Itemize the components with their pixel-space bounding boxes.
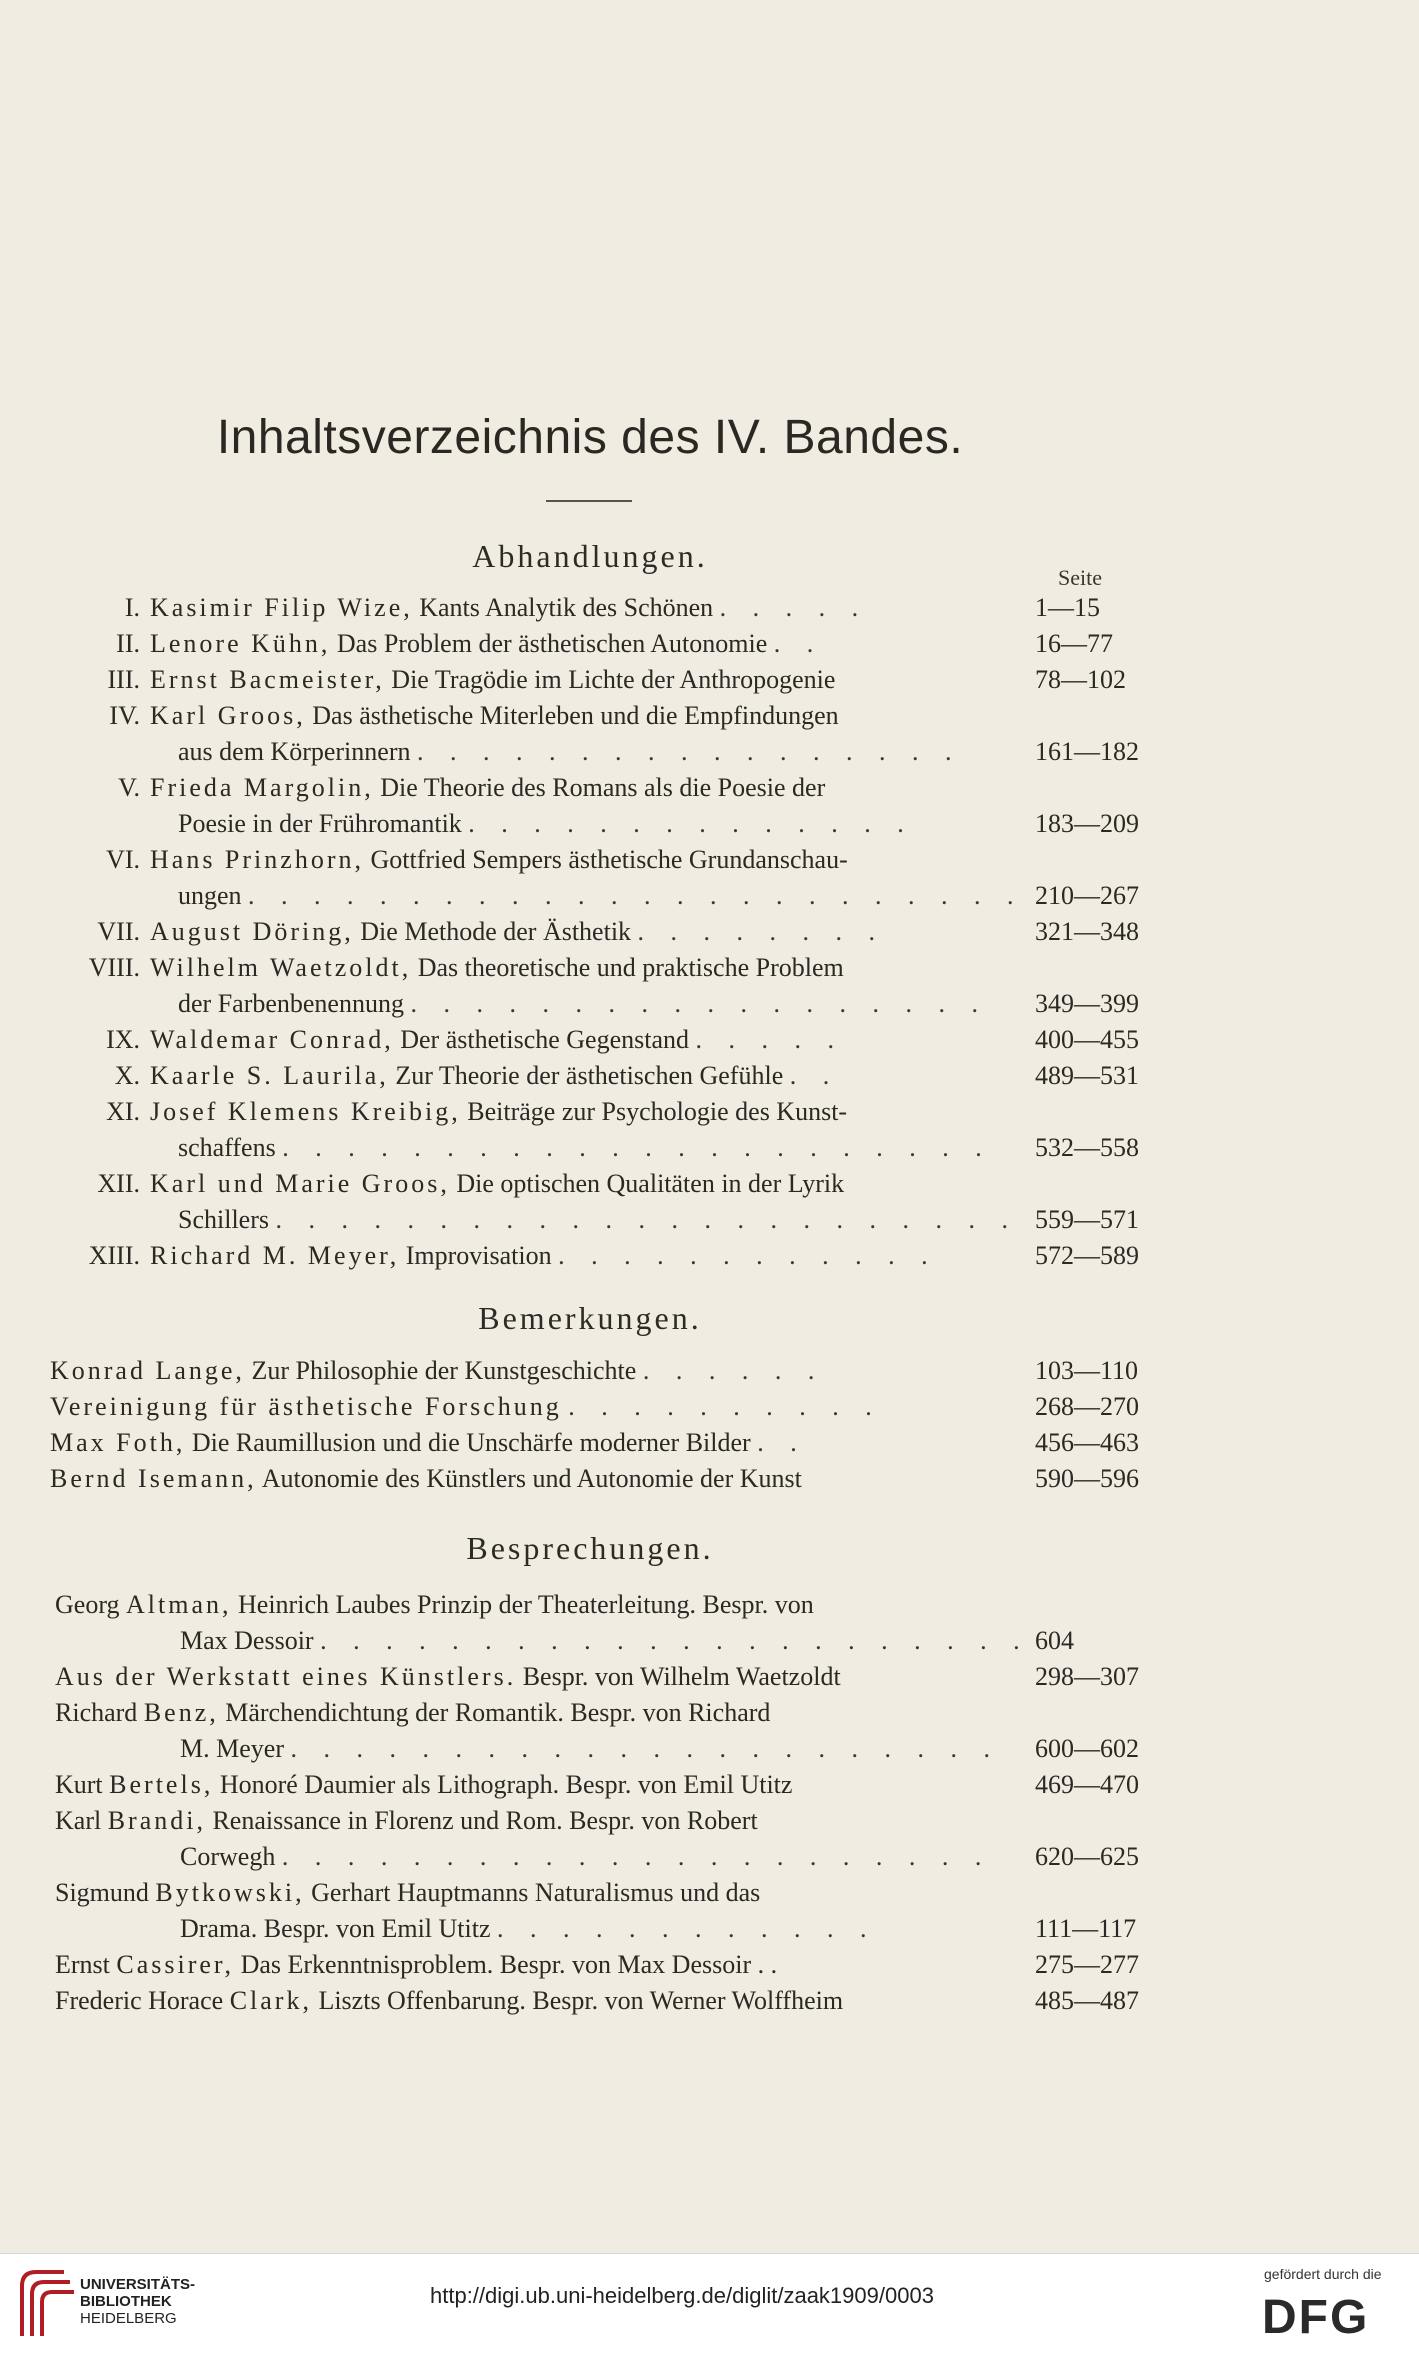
- entry-first-line: [150, 626, 823, 662]
- entry-title: Das theoretische und praktische Problem: [417, 953, 844, 982]
- entry-pages: 16—77: [1035, 629, 1113, 658]
- toc-entry: [0, 662, 1180, 698]
- review-title-cont: Drama. Bespr. von Emil Utitz: [180, 1914, 491, 1943]
- review-first-name: Kurt: [55, 1770, 103, 1799]
- entry-pages: 559—571: [1035, 1205, 1139, 1234]
- entry-author: Richard M. Meyer,: [150, 1241, 400, 1270]
- toc-entry: [0, 590, 1180, 626]
- review-author: Aus der Werkstatt eines Künstlers.: [55, 1662, 517, 1691]
- review-author: Bytkowski,: [155, 1878, 305, 1907]
- entry-title: Die Theorie des Romans als die Poesie der: [380, 773, 826, 802]
- section-heading-besprechungen: Besprechungen.: [466, 1530, 714, 1566]
- entry-continuation: [178, 806, 914, 842]
- review-author: Benz,: [143, 1698, 219, 1727]
- university-logo-icon: [14, 2266, 76, 2338]
- entry-pages: 1—15: [1035, 593, 1100, 622]
- review-line: [55, 1659, 841, 1695]
- leader-dots: . . . . .: [719, 593, 869, 622]
- entry-number: X.: [114, 1061, 140, 1090]
- entry-author: Karl und Marie Groos,: [150, 1169, 450, 1198]
- entry-author: Waldemar Conrad,: [150, 1025, 394, 1054]
- entry-first-line: [150, 950, 844, 986]
- toc-entry: [0, 950, 1180, 1018]
- section-heading-abhandlungen: Abhandlungen.: [472, 538, 708, 574]
- entry-first-line: [150, 914, 885, 950]
- entry-number: VII.: [97, 917, 140, 946]
- review-first-name: Karl: [55, 1806, 102, 1835]
- entry-title: Das Problem der ästhetischen Autonomie: [336, 629, 768, 658]
- uni-line-1: UNIVERSITÄTS-: [80, 2276, 196, 2293]
- toc-entry: [0, 1058, 1180, 1094]
- leader-dots: . . . . . . . . . . . . . . . . . . . . . .: [282, 1133, 992, 1162]
- entry-title-cont: ungen: [178, 881, 242, 910]
- entry-author: August Döring,: [150, 917, 354, 946]
- entry-author: Karl Groos,: [150, 701, 306, 730]
- entry-title: Beiträge zur Psychologie des Kunst-: [467, 1097, 848, 1126]
- review-author: Altman,: [126, 1590, 232, 1619]
- remark-title: Zur Philosophie der Kunstgeschichte: [251, 1356, 637, 1385]
- review-title-cont: Max Dessoir: [180, 1626, 314, 1655]
- entry-title-cont: schaffens: [178, 1133, 276, 1162]
- university-library-name: [80, 2276, 195, 2327]
- review-first-name: Georg: [55, 1590, 120, 1619]
- remark-entry: [0, 1425, 1180, 1461]
- remark-author: Vereinigung für ästhetische Forschung: [50, 1392, 562, 1421]
- review-pages: 111—117: [1035, 1914, 1137, 1943]
- leader-dots: . . . . . . . . . . . . . . . . . . . . . .: [320, 1626, 1030, 1655]
- review-pages: 485—487: [1035, 1986, 1139, 2015]
- toc-entry: [0, 626, 1180, 662]
- entry-number: V.: [118, 773, 140, 802]
- entry-pages: 489—531: [1035, 1061, 1139, 1090]
- entry-first-line: [150, 770, 825, 806]
- entry-title: Die Methode der Ästhetik: [360, 917, 632, 946]
- leader-dots: . . . . . . . . . . . . . . . . . . . . . . . .: [248, 881, 1024, 910]
- section-heading-bemerkungen: Bemerkungen.: [478, 1300, 702, 1336]
- review-continuation: [180, 1839, 991, 1875]
- entry-number: IV.: [109, 701, 140, 730]
- toc-entry: [0, 698, 1180, 766]
- entry-number: XIII.: [88, 1241, 140, 1270]
- leader-dots: . . . . . .: [642, 1356, 825, 1385]
- review-entry: [0, 1767, 1180, 1803]
- leader-dots: . .: [789, 1061, 840, 1090]
- leader-dots: . . . . . . . . . . . . . . . . . .: [410, 989, 988, 1018]
- entry-continuation: [178, 1202, 1018, 1238]
- leader-dots: . . . . . . . . . . . . . . . . . . . . . .: [290, 1734, 1000, 1763]
- review-title: Gerhart Hauptmanns Naturalismus und das: [311, 1878, 761, 1907]
- uni-line-2: BIBLIOTHEK: [80, 2293, 172, 2310]
- review-line: [55, 1695, 770, 1731]
- remark-title: Die Raumillusion und die Unschärfe moderner Bilder: [191, 1428, 751, 1457]
- toc-entry: [0, 1166, 1180, 1234]
- remark-pages: 103—110: [1035, 1356, 1139, 1385]
- entry-first-line: [150, 1058, 839, 1094]
- review-entry: [0, 1983, 1180, 2019]
- entry-first-line: [150, 1238, 938, 1274]
- entry-number: IX.: [106, 1025, 140, 1054]
- entry-author: Kasimir Filip Wize,: [150, 593, 413, 622]
- entry-pages: 183—209: [1035, 809, 1139, 838]
- review-title: Renaissance in Florenz und Rom. Bespr. von Robert: [212, 1806, 758, 1835]
- review-line: [55, 1803, 758, 1839]
- remark-entry: [0, 1353, 1180, 1389]
- toc-entry: [0, 842, 1180, 910]
- review-line: [55, 1587, 814, 1623]
- entry-title: Die Tragödie im Lichte der Anthropogenie: [391, 665, 836, 694]
- review-author: Cassirer,: [116, 1950, 235, 1979]
- review-entry: [0, 1695, 1180, 1763]
- review-continuation: [180, 1731, 1000, 1767]
- toc-entry: [0, 1022, 1180, 1058]
- review-title: Märchendichtung der Romantik. Bespr. von Richard: [225, 1698, 771, 1727]
- review-author: Bertels,: [109, 1770, 214, 1799]
- entry-first-line: [150, 698, 839, 734]
- leader-dots: . . . . . . . . . . . .: [558, 1241, 938, 1270]
- leader-dots: . . . . . . . . . . . . . . . . . . . . . . .: [275, 1205, 1018, 1234]
- review-title: Bespr. von Wilhelm Waetzoldt: [522, 1662, 841, 1691]
- leader-dots: . . . . . . . .: [637, 917, 886, 946]
- review-pages: 298—307: [1035, 1662, 1139, 1691]
- entry-pages: 210—267: [1035, 881, 1139, 910]
- entry-author: Hans Prinzhorn,: [150, 845, 364, 874]
- entry-number: XII.: [97, 1169, 140, 1198]
- remark-author: Bernd Isemann,: [50, 1464, 257, 1493]
- entry-title: Kants Analytik des Schönen: [419, 593, 714, 622]
- review-entry: [0, 1587, 1180, 1655]
- toc-entry: [0, 770, 1180, 838]
- remark-author: Konrad Lange,: [50, 1356, 245, 1385]
- review-author: Brandi,: [107, 1806, 206, 1835]
- review-pages: 620—625: [1035, 1842, 1139, 1871]
- review-first-name: Ernst: [55, 1950, 110, 1979]
- seite-label: Seite: [1058, 565, 1102, 590]
- review-line: [55, 1767, 792, 1803]
- review-entry: [0, 1875, 1180, 1943]
- review-line: [55, 1983, 843, 2019]
- toc-entry: [0, 1094, 1180, 1162]
- remark-line: [50, 1353, 824, 1389]
- review-first-name: Sigmund: [55, 1878, 149, 1907]
- remark-title: Autonomie des Künstlers und Autonomie der Kunst: [261, 1464, 802, 1493]
- remark-line: [50, 1389, 882, 1425]
- remark-pages: 590—596: [1035, 1464, 1139, 1493]
- entry-first-line: [150, 1022, 844, 1058]
- entry-title: Das ästhetische Miterleben und die Empfindungen: [312, 701, 839, 730]
- entry-continuation: [178, 734, 961, 770]
- review-continuation: [180, 1623, 1030, 1659]
- entry-continuation: [178, 1130, 992, 1166]
- review-title: Liszts Offenbarung. Bespr. von Werner Wolffheim: [318, 1986, 844, 2015]
- entry-title: Improvisation: [405, 1241, 552, 1270]
- review-author: Clark,: [229, 1986, 312, 2015]
- entry-number: XI.: [106, 1097, 140, 1126]
- review-title-cont: Corwegh: [180, 1842, 276, 1871]
- entry-pages: 572—589: [1035, 1241, 1139, 1270]
- dfg-logo: DFG: [1262, 2291, 1370, 2344]
- remark-pages: 268—270: [1035, 1392, 1139, 1421]
- leader-dots: . . . . . . . . . .: [568, 1392, 882, 1421]
- source-url-link[interactable]: http://digi.ub.uni-heidelberg.de/diglit/zaak1909/0003: [430, 2283, 934, 2308]
- entry-continuation: [178, 878, 1024, 914]
- review-pages: 604: [1035, 1626, 1074, 1655]
- toc-entry: [0, 1238, 1180, 1274]
- entry-number: VI.: [106, 845, 140, 874]
- leader-dots: . . . . . . . . . . . . . . . . . . . . . .: [281, 1842, 992, 1871]
- leader-dots: . . . . . . . . . . . .: [497, 1914, 877, 1943]
- entry-number: I.: [124, 593, 140, 622]
- entry-pages: 349—399: [1035, 989, 1139, 1018]
- entry-author: Ernst Bacmeister,: [150, 665, 385, 694]
- remark-entry: [0, 1389, 1180, 1425]
- entry-first-line: [150, 590, 868, 626]
- entry-first-line: [150, 1166, 844, 1202]
- remark-entry: [0, 1461, 1180, 1497]
- entry-continuation: [178, 986, 988, 1022]
- review-first-name: Richard: [55, 1698, 138, 1727]
- remark-line: [50, 1425, 807, 1461]
- dfg-funding-note: gefördert durch die: [1264, 2266, 1382, 2282]
- entry-pages: 400—455: [1035, 1025, 1139, 1054]
- entry-title-cont: Schillers: [178, 1205, 269, 1234]
- entry-number: VIII.: [88, 953, 140, 982]
- leader-dots: . .: [757, 1428, 807, 1457]
- entry-pages: 532—558: [1035, 1133, 1139, 1162]
- review-pages: 469—470: [1035, 1770, 1139, 1799]
- entry-first-line: [150, 662, 835, 698]
- entry-author: Lenore Kühn,: [150, 629, 331, 658]
- review-title-cont: M. Meyer: [180, 1734, 284, 1763]
- review-continuation: [180, 1911, 877, 1947]
- review-first-name: Frederic Horace: [55, 1986, 224, 2015]
- leader-dots: . . . . .: [695, 1025, 845, 1054]
- entry-first-line: [150, 1094, 847, 1130]
- leader-dots: . .: [773, 629, 824, 658]
- toc-entry: [0, 914, 1180, 950]
- leader-dots: . . . . . . . . . . . . . . . . .: [416, 737, 962, 766]
- review-pages: 600—602: [1035, 1734, 1139, 1763]
- entry-title-cont: Poesie in der Frühromantik: [178, 809, 462, 838]
- entry-title-cont: der Farbenbenennung: [178, 989, 404, 1018]
- review-title: Honoré Daumier als Lithograph. Bespr. von Emil Utitz: [219, 1770, 793, 1799]
- remark-pages: 456—463: [1035, 1428, 1139, 1457]
- review-entry: [0, 1947, 1180, 1983]
- entry-author: Kaarle S. Laurila,: [150, 1061, 389, 1090]
- review-entry: [0, 1803, 1180, 1871]
- entry-pages: 321—348: [1035, 917, 1139, 946]
- review-pages: 275—277: [1035, 1950, 1139, 1979]
- leader-dots: . . . . . . . . . . . . . .: [468, 809, 914, 838]
- remark-author: Max Foth,: [50, 1428, 186, 1457]
- entry-author: Frieda Margolin,: [150, 773, 374, 802]
- entry-pages: 78—102: [1035, 665, 1126, 694]
- review-entry: [0, 1659, 1180, 1695]
- entry-author: Josef Klemens Kreibig,: [150, 1097, 461, 1126]
- entry-pages: 161—182: [1035, 737, 1139, 766]
- entry-first-line: [150, 842, 848, 878]
- review-line: [55, 1947, 777, 1983]
- title-divider: [546, 500, 632, 502]
- page-title: Inhaltsverzeichnis des IV. Bandes.: [216, 411, 964, 464]
- uni-line-3: HEIDELBERG: [80, 2310, 177, 2327]
- entry-author: Wilhelm Waetzoldt,: [150, 953, 412, 982]
- entry-title-cont: aus dem Körperinnern: [178, 737, 411, 766]
- entry-title: Der ästhetische Gegenstand: [400, 1025, 690, 1054]
- review-title: Das Erkenntnisproblem. Bespr. von Max Dessoir . .: [240, 1950, 778, 1979]
- entry-title: Gottfried Sempers ästhetische Grundanschau-: [370, 845, 848, 874]
- entry-number: II.: [116, 629, 140, 658]
- review-line: [55, 1875, 760, 1911]
- review-title: Heinrich Laubes Prinzip der Theaterleitung. Bespr. von: [238, 1590, 814, 1619]
- entry-title: Die optischen Qualitäten in der Lyrik: [456, 1169, 845, 1198]
- remark-line: [50, 1461, 802, 1497]
- entry-title: Zur Theorie der ästhetischen Gefühle: [395, 1061, 784, 1090]
- entry-number: III.: [107, 665, 140, 694]
